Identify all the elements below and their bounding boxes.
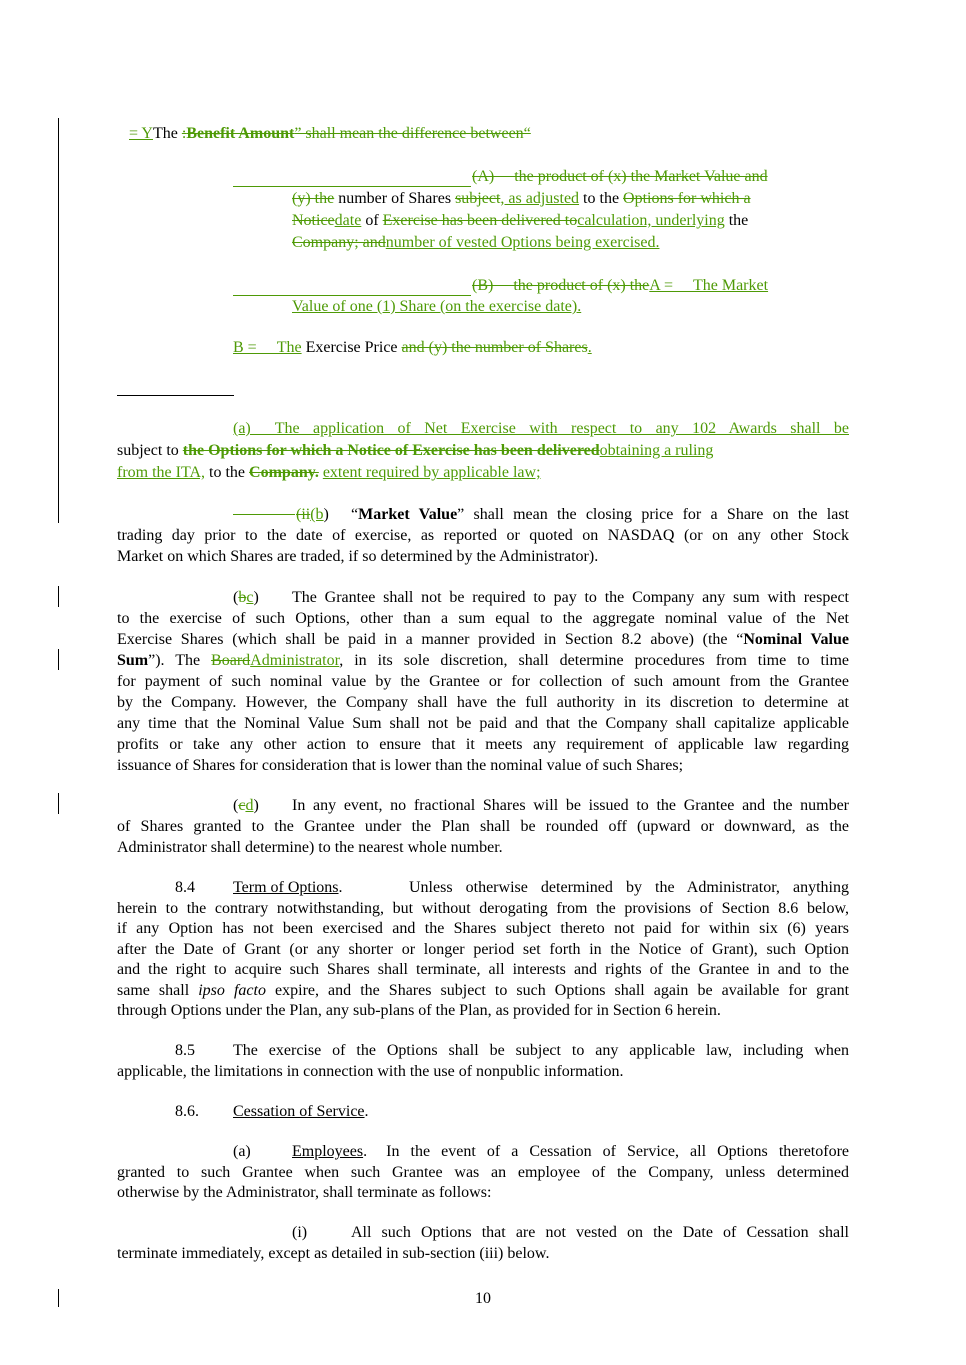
deleted-text: : [181, 125, 187, 142]
benefit-amount-line: = YThe :Benefit Amount” shall mean the difference between“ [117, 123, 531, 144]
change-bar [58, 793, 59, 814]
inserted-text: = Y [129, 125, 153, 142]
section-8-5-number: 8.5 [175, 1042, 195, 1059]
clause-b-line-1: (B) the product of (x) theA = The Market [472, 277, 769, 294]
clause-a-line-2: (y) the number of Shares subject, as adjusted to the Options for which a [292, 190, 751, 207]
para-c-line-1: The Grantee shall not be required to pay to the Company any sum with respect [292, 589, 849, 606]
para-c-line-6: by the Company. However, the Company shall have the full authority in its discretion to determine at [117, 694, 849, 711]
para-i-label: (i) [292, 1224, 308, 1241]
section-8-4-line-3: if any Option has not been exercised and the Shares subject thereto not paid for within six (6) years [117, 920, 849, 937]
para-d-line-1: In any event, no fractional Shares will be issued to the Grantee and the number [292, 797, 849, 814]
section-8-6-number: 8.6. [175, 1103, 199, 1120]
para-b-line-1-text: “Market Value” shall mean the closing price for a Share on the last [351, 506, 849, 523]
deleted-term: Benefit Amount [186, 125, 295, 142]
deleted-tab-line [233, 514, 295, 515]
para-i-line-1: All such Options that are not vested on the Date of Cessation shall [351, 1224, 849, 1241]
para-i-line-2: terminate immediately, except as detailed in sub-section (iii) below. [117, 1245, 550, 1262]
clause-b-line-2: Value of one (1) Share (on the exercise date). [292, 298, 582, 315]
section-8-4-line-7: through Options under the Plan, any sub-plans of the Plan, as provided for in Section 6 herein. [117, 1002, 721, 1019]
para-c-line-2: to the exercise of such Options, other than a sum equal to the aggregate nominal value of the Net [117, 610, 849, 627]
para-b-line-3: Market on which Shares are traded, if so determined by the Administrator). [117, 548, 599, 565]
change-bar [58, 118, 59, 523]
clause-b-definition: B = The Exercise Price and (y) the number of Shares. [233, 339, 592, 356]
para-c-line-4: Sum”). The BoardAdministrator, in its sole discretion, shall determine procedures from time to time [117, 652, 849, 669]
change-bar [58, 649, 59, 670]
para-c-line-3: Exercise Shares (which shall be paid in a manner provided in Section 8.2 above) (the “Nominal Value [117, 631, 850, 648]
para-d-line-3: Administrator shall determine) to the nearest whole number. [117, 839, 503, 856]
para-c-line-9: issuance of Shares for consideration that is lower than the nominal value of such Shares; [117, 757, 684, 774]
para-d-line-2: of Shares granted to the Grantee under the Plan shall be rounded off (upward or downward, as the [117, 818, 849, 835]
clause-a-line-3: Noticedate of Exercise has been delivered tocalculation, underlying the [292, 212, 749, 229]
employees-line-2: granted to such Grantee when such Grantee was an employee of the Company, unless determined [117, 1164, 849, 1181]
clause-a-line-1 [472, 166, 768, 187]
separator-rule [117, 395, 234, 396]
para-a-line-1: (a) The application of Net Exercise with respect to any 102 Awards shall be [233, 420, 849, 437]
para-a-line-2: subject to the Options for which a Notice of Exercise has been deliveredobtaining a ruling [117, 442, 714, 459]
section-8-5-line-2: applicable, the limitations in connection with the use of nonpublic information. [117, 1063, 624, 1080]
para-c-line-8: profits or take any other action to ensure that it meets any requirement of applicable law regarding [117, 736, 849, 753]
section-8-5-line-1: The exercise of the Options shall be subject to any applicable law, including when [233, 1042, 849, 1059]
section-8-4-line-5: and the right to acquire such Shares shall terminate, all interests and rights of the Grantee in and to the [117, 961, 849, 978]
change-bar [58, 586, 59, 607]
para-a-line-3: from the ITA, to the Company. extent required by applicable law; [117, 464, 541, 481]
section-8-4-line-1: Unless otherwise determined by the Administrator, anything [409, 879, 849, 896]
para-c-line-7: any time that the Nominal Value Sum shall not be paid and that the Company shall capitalize applicable [117, 715, 849, 732]
para-c-line-5: for payment of such nominal value by the Grantee or for collection of such amount from the Grantee [117, 673, 849, 690]
para-b-line-2: trading day prior to the date of exercise, as reported or quoted on NASDAQ (or on any other Stock [117, 527, 849, 544]
employees-line-1: Employees. In the event of a Cessation of Service, all Options theretofore [292, 1143, 849, 1160]
para-d-label: (cd) [233, 797, 259, 814]
section-8-6-title: Cessation of Service. [233, 1103, 369, 1120]
page-number: 10 [475, 1290, 491, 1307]
section-8-4-title: Term of Options. [233, 879, 343, 896]
deleted-tab-line [233, 186, 471, 187]
para-b-line-1: (ii(b) [296, 506, 329, 523]
clause-a-line-4: Company; andnumber of vested Options being exercised. [292, 234, 660, 251]
section-8-4-line-2: herein to the contrary notwithstanding, but without derogating from the provisions of Section 8.6 below, [117, 900, 849, 917]
section-8-4-line-4: after the Date of Grant (or any shorter or longer period set forth in the Notice of Grant), such Option [117, 941, 849, 958]
employees-line-3: otherwise by the Administrator, shall terminate as follows: [117, 1184, 492, 1201]
employees-label: (a) [233, 1143, 251, 1160]
section-8-4-number: 8.4 [175, 879, 195, 896]
para-c-label: (bc) [233, 589, 259, 606]
deleted-text: (A) the product of (x) the Market Value and [472, 168, 768, 185]
deleted-text: ” shall mean the difference between“ [294, 125, 531, 142]
section-8-4-line-6: same shall ipso facto expire, and the Shares subject to such Options shall again be available for grant [117, 982, 850, 999]
